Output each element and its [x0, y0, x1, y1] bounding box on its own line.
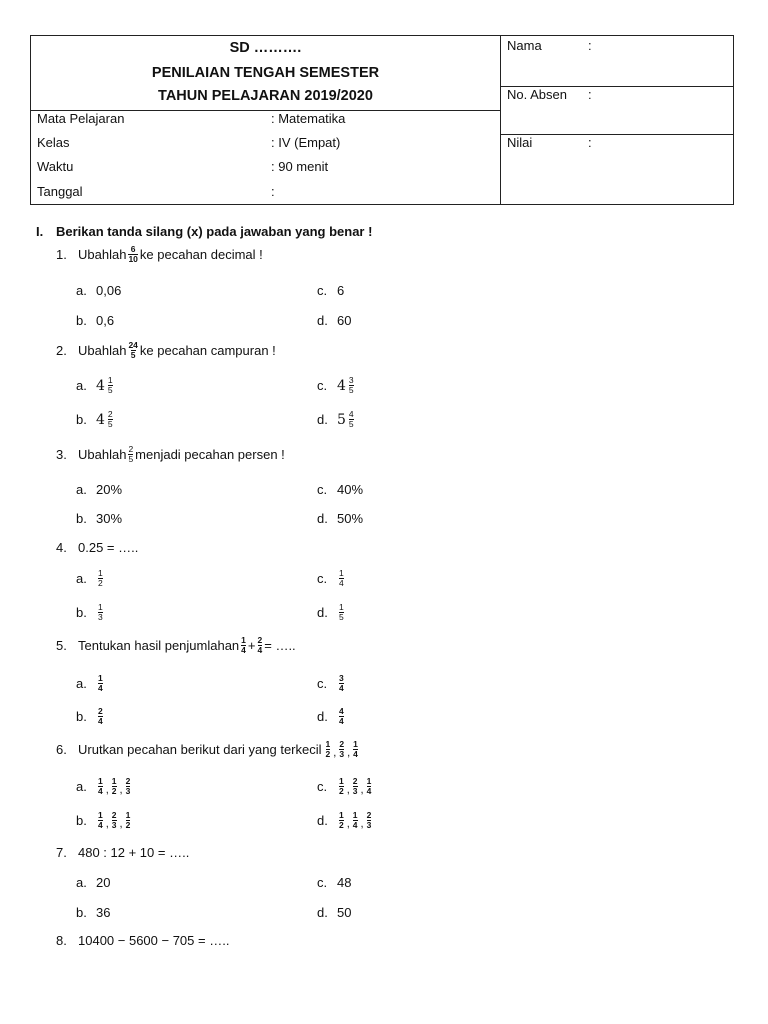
question-7	[56, 845, 189, 860]
option-1a[interactable]: a. 0,06	[76, 283, 122, 298]
option-3a[interactable]: a. 20%	[76, 482, 123, 497]
fraction: 1 2	[325, 739, 331, 759]
question-text: 10400 − 5600 − 705 = …..	[78, 933, 230, 948]
header-divider	[500, 36, 501, 204]
option-5c[interactable]: c. 3 4	[317, 673, 344, 693]
plus-sign: +	[247, 638, 256, 653]
question-text: = …..	[264, 638, 296, 653]
section-text: Berikan tanda silang (x) pada jawaban yang benar !	[56, 224, 373, 239]
info-label: Waktu	[37, 159, 74, 174]
question-text: 480 : 12 + 10 = …..	[78, 845, 190, 860]
question-text: ke pecahan decimal !	[139, 247, 263, 262]
question-number: 2.	[56, 343, 67, 358]
fraction: 1 4	[241, 635, 246, 655]
option-3b[interactable]: b. 30%	[76, 511, 123, 526]
question-number: 8.	[56, 933, 67, 948]
question-text: Ubahlah	[78, 247, 127, 262]
question-5	[56, 636, 296, 655]
fraction: 24 5	[128, 340, 138, 360]
info-label: Tanggal	[37, 184, 83, 199]
option-6a[interactable]: a. 1 4 , 1 2 , 2 3	[76, 776, 131, 796]
option-7b[interactable]: b. 36	[76, 905, 111, 920]
name-field[interactable]: :	[588, 38, 592, 53]
question-6: 6. Urutkan pecahan berikut dari yang terkecil 1 2 , 2 3 , 1 4	[56, 739, 358, 759]
option-7a[interactable]: a. 20	[76, 875, 111, 890]
option-6b[interactable]: b. 1 4 , 2 3 , 1 2	[76, 810, 131, 830]
option-5d[interactable]: d. 4 4	[317, 706, 344, 726]
option-3c[interactable]: c. 40%	[317, 482, 364, 497]
name-label: Nama	[507, 38, 542, 53]
question-number: 4.	[56, 540, 67, 555]
question-3	[56, 445, 285, 464]
fraction: 6 10	[128, 244, 138, 264]
question-text: Ubahlah	[78, 343, 127, 358]
option-1c[interactable]: c. 6	[317, 283, 345, 298]
option-1d[interactable]: d. 60	[317, 313, 352, 328]
question-number: 1.	[56, 247, 67, 262]
fraction: 2 5	[128, 444, 134, 464]
question-text: 0.25 = …..	[78, 540, 139, 555]
info-value: : IV (Empat)	[271, 135, 341, 150]
question-2	[56, 341, 276, 360]
option-6c[interactable]: c. 1 2 , 2 3 , 1 4	[317, 776, 372, 796]
question-text: Urutkan pecahan berikut dari yang terkecil	[78, 742, 322, 757]
option-2b[interactable]: b. 4 2 5	[76, 409, 113, 429]
option-4d[interactable]: d. 1 5	[317, 602, 344, 622]
question-text: ke pecahan campuran !	[139, 343, 276, 358]
info-value: : Matematika	[271, 111, 346, 126]
fraction: $\frac{2}{4}$	[257, 635, 263, 655]
header-table	[30, 35, 734, 205]
school-name: SD ……….	[229, 40, 302, 56]
question-number: 7.	[56, 845, 67, 860]
score-label: Nilai	[507, 135, 533, 150]
question-text: menjadi pecahan persen !	[135, 447, 285, 462]
option-5b[interactable]: b. 2 4	[76, 706, 103, 726]
question-number: 6.	[56, 742, 67, 757]
score-field[interactable]: :	[588, 135, 592, 150]
option-2c[interactable]: c. 4 3 5	[317, 375, 354, 395]
question-4	[56, 540, 138, 555]
question-1	[56, 245, 263, 264]
option-3d[interactable]: d. 50%	[317, 511, 364, 526]
option-7d[interactable]: d. 50	[317, 905, 352, 920]
section-number: I.	[36, 224, 44, 239]
fraction: 2 3	[339, 739, 345, 759]
question-number: 3.	[56, 447, 67, 462]
option-5a[interactable]: a. 1 4	[76, 673, 103, 693]
absence-number-field[interactable]: :	[588, 87, 592, 102]
option-2d[interactable]: d. 5 4 5	[317, 409, 354, 429]
info-label: Kelas	[37, 135, 70, 150]
info-label: Mata Pelajaran	[37, 111, 125, 126]
info-value: : 90 menit	[271, 159, 329, 174]
info-value: :	[271, 184, 275, 199]
option-4a[interactable]: a. 1 2	[76, 568, 103, 588]
exam-title: PENILAIAN TENGAH SEMESTER	[151, 65, 380, 81]
option-7c[interactable]: c. 48	[317, 875, 352, 890]
header-divider	[500, 134, 733, 135]
absence-number-label: No. Absen	[507, 87, 567, 102]
option-1b[interactable]: b. 0,6	[76, 313, 115, 328]
fraction: 1 4	[353, 739, 358, 759]
question-text: Ubahlah	[78, 447, 127, 462]
option-2a[interactable]: a. 4 1 5	[76, 375, 113, 395]
section-instruction	[36, 224, 372, 239]
question-number: 5.	[56, 638, 67, 653]
academic-year: TAHUN PELAJARAN 2019/2020	[158, 88, 373, 104]
question-8	[56, 933, 229, 948]
option-4b[interactable]: b. 1 3	[76, 602, 103, 622]
question-text: Tentukan hasil penjumlahan	[78, 638, 240, 653]
option-4c[interactable]: c. 1 4	[317, 568, 344, 588]
option-6d[interactable]: d. 1 2 , 1 4 , 2 3	[317, 810, 372, 830]
